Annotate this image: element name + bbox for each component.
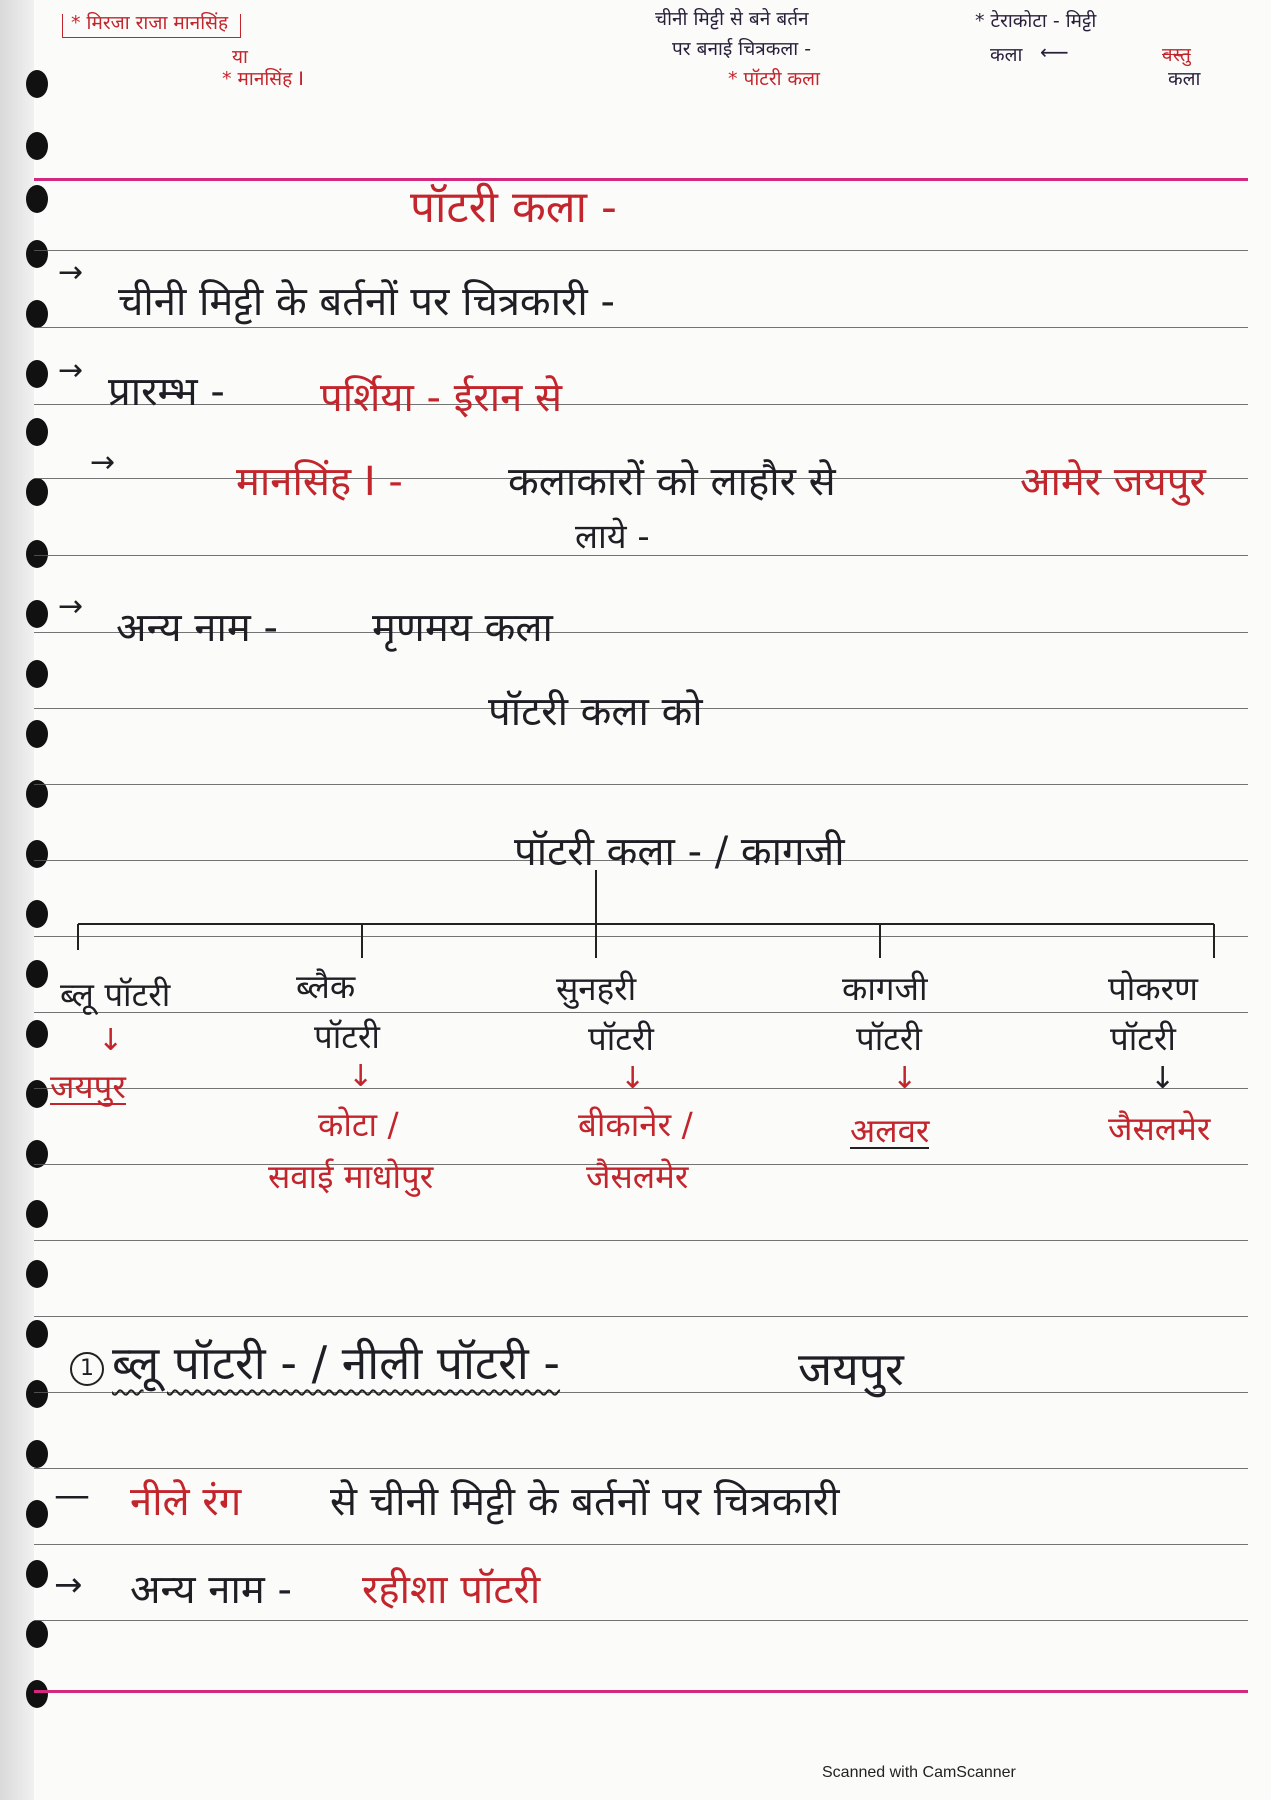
point-4-value: मृणमय कला [372, 605, 553, 651]
point-2-label: प्रारम्भ - [108, 369, 225, 415]
branch-place-line2: जैसलमेर [586, 1157, 689, 1196]
section-place: जयपुर [798, 1342, 904, 1396]
branch-place: जैसलमेर [1108, 1109, 1211, 1148]
branch-place: कोटा / [318, 1105, 399, 1144]
header-note-right-line3: वस्तु [1162, 44, 1191, 66]
left-arrow-icon: ⟵ [1040, 40, 1069, 64]
header-note-mid-line1: चीनी मिट्टी से बने बर्तन [655, 8, 809, 30]
header-note-right-line2: कला [990, 44, 1023, 66]
point-4-label: अन्य नाम - [116, 605, 278, 651]
branch-place: बीकानेर / [578, 1105, 693, 1144]
branch-name-line2: पॉटरी [856, 1019, 922, 1058]
point-3-text: कलाकारों को लाहौर से [508, 459, 836, 505]
point-1: चीनी मिट्टी के बर्तनों पर चित्रकारी - [118, 279, 615, 325]
point-3-name: मानसिंह I - [236, 459, 403, 505]
section-number: 1 [70, 1352, 104, 1386]
down-arrow-icon: ↓ [98, 1023, 124, 1058]
branch-name-line2: पॉटरी [1110, 1019, 1176, 1058]
scanner-watermark: Scanned with CamScanner [822, 1764, 1016, 1781]
down-arrow-icon: ↓ [620, 1061, 646, 1096]
point-5: पॉटरी कला को [488, 689, 703, 735]
point-2-value: पर्शिया - ईरान से [320, 375, 563, 421]
right-arrow-icon: → [58, 589, 84, 624]
header-note-mid-line2: पर बनाई चित्रकला - [672, 38, 812, 60]
down-arrow-icon: ↓ [348, 1059, 374, 1094]
dash-marker: — [54, 1475, 90, 1516]
point-3-place: आमेर जयपुर [1020, 459, 1206, 505]
section-line1-color: नीले रंग [130, 1479, 242, 1525]
branch-name: पोकरण [1108, 969, 1198, 1008]
section-line1-text: से चीनी मिट्टी के बर्तनों पर चित्रकारी [330, 1479, 840, 1525]
branch-place: अलवर [850, 1111, 930, 1150]
right-arrow-icon: → [54, 1565, 83, 1605]
header-note-left-line1: * मिरजा राजा मानसिंह [62, 14, 241, 38]
point-3-continuation: लाये - [575, 517, 650, 557]
section-line2-label: अन्य नाम - [130, 1567, 292, 1613]
header-note-mid-line3: * पॉटरी कला [728, 68, 820, 90]
section-heading: ब्लू पॉटरी - / नीली पॉटरी - [112, 1336, 561, 1390]
right-arrow-icon: → [90, 445, 116, 480]
branch-name: ब्लैक [296, 967, 356, 1006]
page-title: पॉटरी कला - [410, 182, 617, 233]
branch-name-line2: पॉटरी [588, 1019, 654, 1058]
header-note-left-line3: * मानसिंह I [222, 68, 304, 90]
branch-name: ब्लू पॉटरी [60, 975, 171, 1014]
tree-root: पॉटरी कला - / कागजी [514, 829, 845, 875]
branch-place-line2: सवाई माधोपुर [268, 1157, 434, 1196]
section-line2-value: रहीशा पॉटरी [362, 1567, 541, 1613]
branch-name: कागजी [842, 969, 928, 1008]
header-note-left-line2: या [232, 46, 248, 68]
branch-place: जयपुर [50, 1067, 126, 1106]
branch-name: सुनहरी [556, 969, 637, 1008]
down-arrow-icon: ↓ [892, 1061, 918, 1096]
branch-name-line2: पॉटरी [314, 1017, 380, 1056]
header-note-right-line4: कला [1168, 68, 1201, 90]
down-arrow-icon: ↓ [1150, 1061, 1176, 1096]
right-arrow-icon: → [58, 255, 84, 290]
header-note-right-line1: * टेराकोटा - मिट्टी [975, 10, 1097, 32]
right-arrow-icon: → [58, 353, 84, 388]
